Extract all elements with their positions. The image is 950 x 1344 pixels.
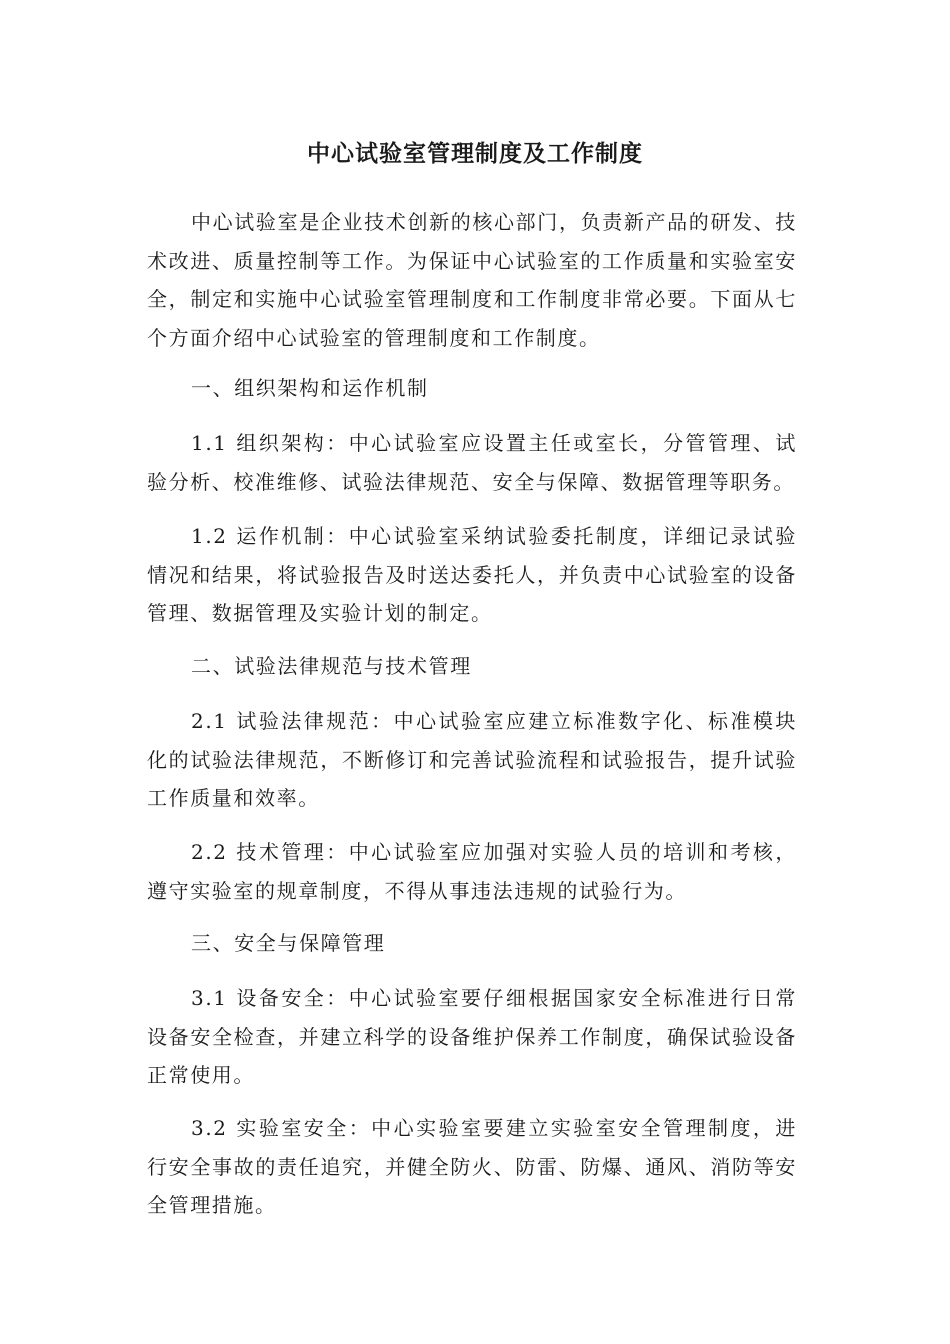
section-1-item-1: 1.1 组织架构：中心试验室应设置主任或室长，分管管理、试验分析、校准维修、试验法律规范、安全与保障、数据管理等职务。 bbox=[147, 431, 797, 494]
document-title: 中心试验室管理制度及工作制度 bbox=[307, 141, 643, 167]
section-heading-1: 一、组织架构和运作机制 bbox=[191, 376, 429, 400]
section-heading-2: 二、试验法律规范与技术管理 bbox=[191, 654, 472, 678]
section-3-item-2: 3.2 实验室安全：中心实验室要建立实验室安全管理制度，进行安全事故的责任追究，并健全防火、防雷、防爆、通风、消防等安全管理措施。 bbox=[147, 1116, 797, 1217]
section-heading-3: 三、安全与保障管理 bbox=[191, 931, 386, 955]
section-2-item-2: 2.2 技术管理：中心试验室应加强对实验人员的培训和考核，遵守实验室的规章制度，不得从事违法违规的试验行为。 bbox=[147, 840, 797, 903]
section-3-item-1: 3.1 设备安全：中心试验室要仔细根据国家安全标准进行日常设备安全检查，并建立科学的设备维护保养工作制度，确保试验设备正常使用。 bbox=[147, 986, 797, 1087]
section-2-item-1: 2.1 试验法律规范：中心试验室应建立标准数字化、标准模块化的试验法律规范，不断修订和完善试验流程和试验报告，提升试验工作质量和效率。 bbox=[147, 709, 797, 810]
intro-paragraph: 中心试验室是企业技术创新的核心部门，负责新产品的研发、技术改进、质量控制等工作。为保证中心试验室的工作质量和实验室安全，制定和实施中心试验室管理制度和工作制度非常必要。下面从七个方面介绍中心试验室的管理制度和工作制度。 bbox=[147, 210, 797, 350]
section-1-item-2: 1.2 运作机制：中心试验室采纳试验委托制度，详细记录试验情况和结果，将试验报告及时送达委托人，并负责中心试验室的设备管理、数据管理及实验计划的制定。 bbox=[147, 524, 797, 625]
